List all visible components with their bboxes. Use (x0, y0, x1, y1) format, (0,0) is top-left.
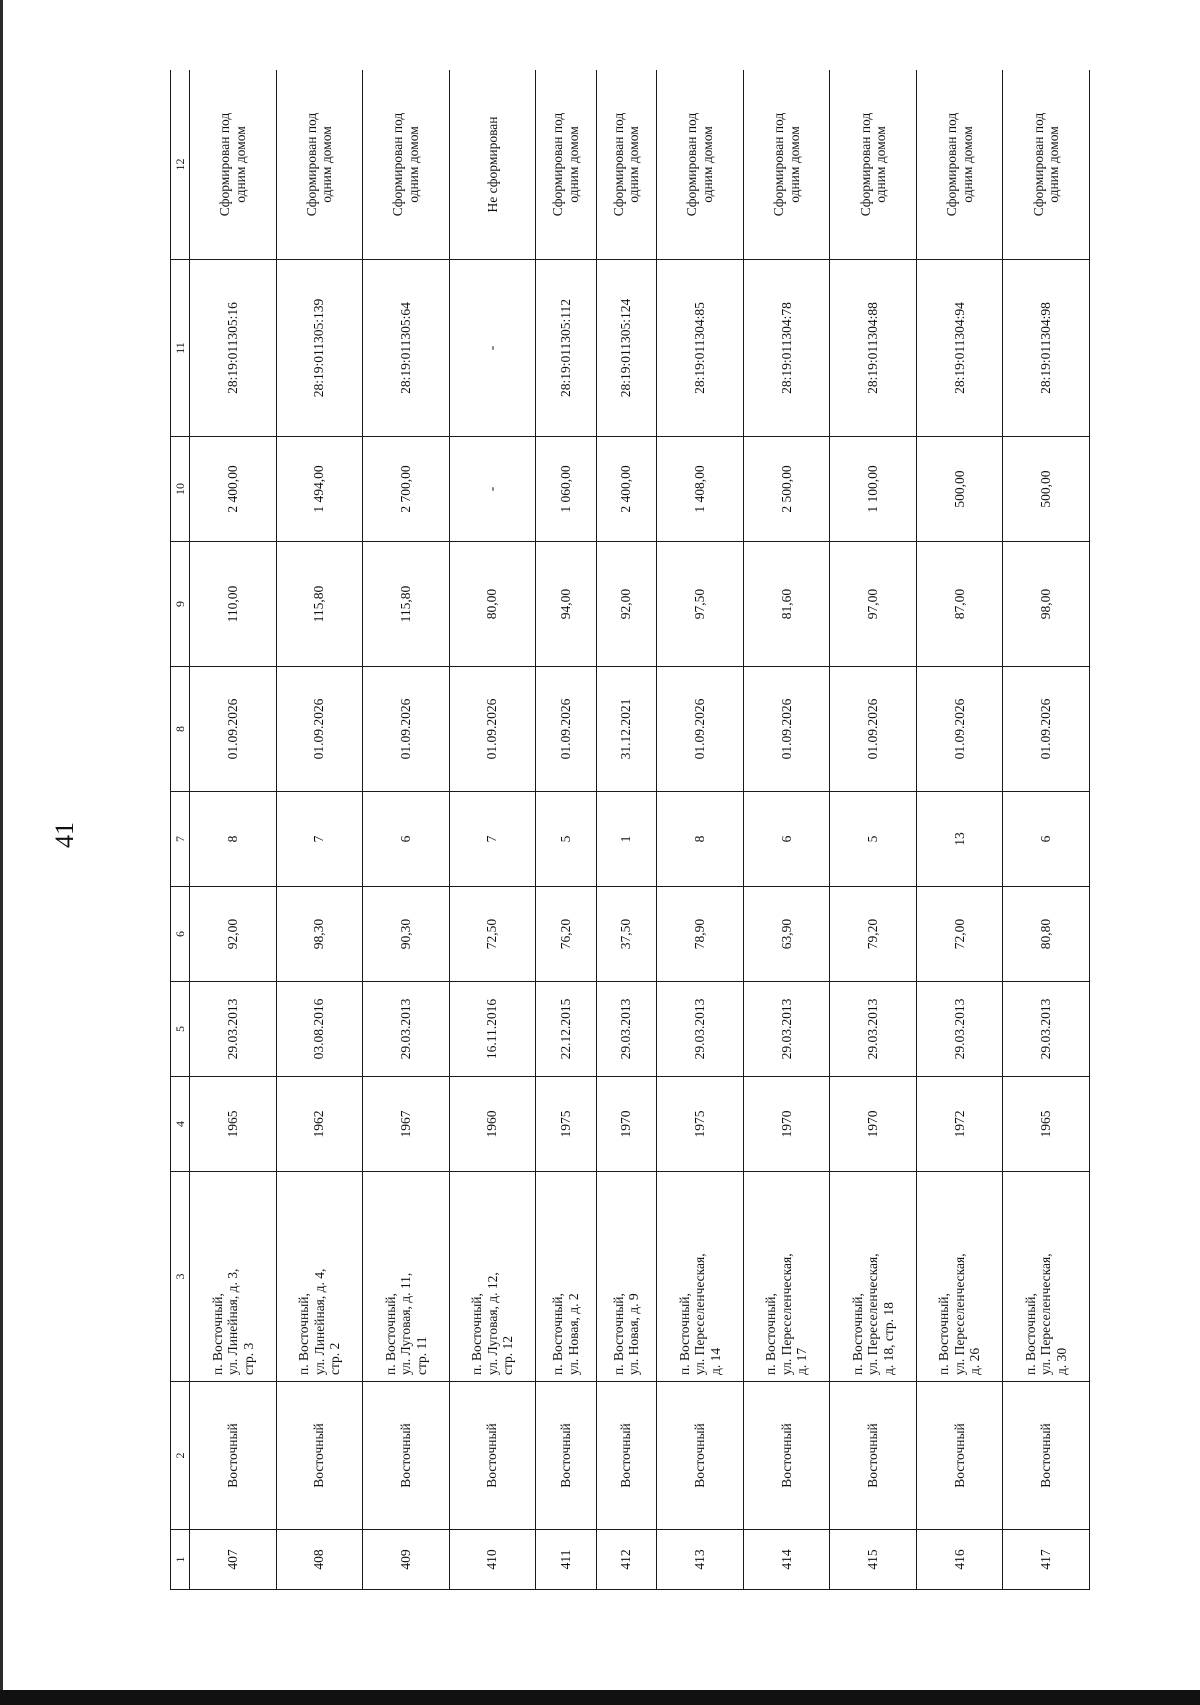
status-cell-line: Сформирован под (303, 112, 319, 217)
settlement-cell: Восточный (1003, 1382, 1090, 1530)
address-cell (916, 1172, 1003, 1382)
row-number-cell: 413 (657, 1530, 744, 1590)
count-cell: 8 (657, 792, 744, 887)
date-cell: 29.03.2013 (1003, 982, 1090, 1077)
row-number-cell: 408 (276, 1530, 363, 1590)
area-cell: 80,80 (1003, 887, 1090, 982)
cadastral-cell: 28:19:011305:112 (536, 260, 597, 437)
cadastral-cell: 28:19:011304:94 (916, 260, 1003, 437)
table-row (657, 70, 744, 1590)
count-cell: 7 (276, 792, 363, 887)
table-container (170, 70, 1090, 1590)
count-cell: 6 (363, 792, 450, 887)
address-cell-line: п. Восточный, (382, 1293, 398, 1375)
address-cell-line: ул. Луговая, д. 12, (484, 1272, 500, 1375)
deadline-cell: 01.09.2026 (916, 667, 1003, 792)
land-area-cell: 1 494,00 (276, 437, 363, 542)
address-cell (1003, 1172, 1090, 1382)
col-header: 6 (171, 887, 190, 982)
count-cell: 6 (1003, 792, 1090, 887)
table-row (596, 70, 657, 1590)
address-cell-line: стр. 3 (240, 1342, 256, 1375)
address-cell-line: д. 30 (1053, 1347, 1069, 1375)
area2-cell: 110,00 (190, 542, 277, 667)
cadastral-cell: 28:19:011305:139 (276, 260, 363, 437)
land-area-cell: 1 100,00 (830, 437, 917, 542)
col-header: 12 (171, 70, 190, 260)
address-cell-line: п. Восточный, (1022, 1293, 1038, 1375)
status-cell (657, 70, 744, 260)
year-cell: 1975 (536, 1077, 597, 1172)
row-number-cell: 407 (190, 1530, 277, 1590)
scan-edge-left (0, 0, 3, 1705)
address-cell-line: ул. Переселенческая, (778, 1253, 794, 1375)
date-cell: 29.03.2013 (190, 982, 277, 1077)
settlement-cell: Восточный (276, 1382, 363, 1530)
deadline-cell: 01.09.2026 (743, 667, 830, 792)
status-cell (449, 70, 536, 260)
area2-cell: 92,00 (596, 542, 657, 667)
settlement-cell: Восточный (190, 1382, 277, 1530)
address-cell (743, 1172, 830, 1382)
count-cell: 5 (536, 792, 597, 887)
status-cell (743, 70, 830, 260)
cadastral-cell: 28:19:011305:16 (190, 260, 277, 437)
row-number-cell: 409 (363, 1530, 450, 1590)
settlement-cell: Восточный (596, 1382, 657, 1530)
cadastral-cell: 28:19:011304:98 (1003, 260, 1090, 437)
status-cell-line: одним домом (565, 126, 581, 203)
status-cell-line: Сформирован под (610, 112, 626, 217)
count-cell: 8 (190, 792, 277, 887)
col-header: 2 (171, 1382, 190, 1530)
address-cell-line: стр. 12 (500, 1335, 516, 1375)
land-area-cell: 2 400,00 (596, 437, 657, 542)
area2-cell: 80,00 (449, 542, 536, 667)
address-cell-line: д. 14 (707, 1347, 723, 1375)
area-cell: 72,00 (916, 887, 1003, 982)
status-cell-line: одним домом (699, 126, 715, 203)
area2-cell: 97,00 (830, 542, 917, 667)
land-area-cell: 1 060,00 (536, 437, 597, 542)
page-number: 41 (50, 822, 79, 848)
address-cell-line: п. Восточный, (610, 1293, 626, 1375)
status-cell (596, 70, 657, 260)
date-cell: 29.03.2013 (363, 982, 450, 1077)
table-row (1003, 70, 1090, 1590)
address-cell (657, 1172, 744, 1382)
row-number-cell: 412 (596, 1530, 657, 1590)
area2-cell: 115,80 (363, 542, 450, 667)
address-cell-line: ул. Переселенческая, (865, 1253, 881, 1375)
address-cell-line: ул. Новая, д. 9 (626, 1293, 642, 1375)
year-cell: 1965 (1003, 1077, 1090, 1172)
year-cell: 1970 (596, 1077, 657, 1172)
year-cell: 1960 (449, 1077, 536, 1172)
settlement-cell: Восточный (916, 1382, 1003, 1530)
status-cell-line: Сформирован под (550, 112, 566, 217)
address-cell-line: д. 18, стр. 18 (880, 1302, 896, 1375)
col-header: 4 (171, 1077, 190, 1172)
cadastral-cell: 28:19:011305:64 (363, 260, 450, 437)
status-cell-line: одним домом (232, 126, 248, 203)
count-cell: 13 (916, 792, 1003, 887)
col-header: 7 (171, 792, 190, 887)
scan-edge-bottom (0, 1690, 1200, 1705)
table-row (363, 70, 450, 1590)
count-cell: 7 (449, 792, 536, 887)
land-area-cell: 1 408,00 (657, 437, 744, 542)
settlement-cell: Восточный (830, 1382, 917, 1530)
status-cell-line: Сформирован под (390, 112, 406, 217)
row-number-cell: 417 (1003, 1530, 1090, 1590)
table-row (190, 70, 277, 1590)
area2-cell: 98,00 (1003, 542, 1090, 667)
area2-cell: 97,50 (657, 542, 744, 667)
date-cell: 29.03.2013 (916, 982, 1003, 1077)
status-cell (830, 70, 917, 260)
land-area-cell: - (449, 437, 536, 542)
status-cell-line: одним домом (319, 126, 335, 203)
table-row (276, 70, 363, 1590)
cadastral-cell: 28:19:011304:88 (830, 260, 917, 437)
address-cell-line: ул. Новая, д. 2 (565, 1293, 581, 1375)
status-cell-line: одним домом (959, 126, 975, 203)
status-cell (1003, 70, 1090, 260)
address-cell (596, 1172, 657, 1382)
year-cell: 1970 (830, 1077, 917, 1172)
date-cell: 29.03.2013 (743, 982, 830, 1077)
address-cell (276, 1172, 363, 1382)
status-cell (536, 70, 597, 260)
address-cell (363, 1172, 450, 1382)
deadline-cell: 01.09.2026 (190, 667, 277, 792)
status-cell-line: Сформирован под (684, 112, 700, 217)
col-header: 1 (171, 1530, 190, 1590)
settlement-cell: Восточный (743, 1382, 830, 1530)
land-area-cell: 500,00 (916, 437, 1003, 542)
table-row (830, 70, 917, 1590)
status-cell-line: Сформирован под (217, 112, 233, 217)
date-cell: 16.11.2016 (449, 982, 536, 1077)
address-cell-line: стр. 11 (413, 1336, 429, 1375)
address-cell-line: п. Восточный, (676, 1293, 692, 1375)
table-body (190, 70, 1090, 1590)
row-number-cell: 411 (536, 1530, 597, 1590)
date-cell: 03.08.2016 (276, 982, 363, 1077)
address-cell (536, 1172, 597, 1382)
land-area-cell: 2 700,00 (363, 437, 450, 542)
address-cell (449, 1172, 536, 1382)
col-header: 10 (171, 437, 190, 542)
year-cell: 1967 (363, 1077, 450, 1172)
address-cell (830, 1172, 917, 1382)
col-header: 8 (171, 667, 190, 792)
area-cell: 37,50 (596, 887, 657, 982)
col-header: 9 (171, 542, 190, 667)
address-cell-line: п. Восточный, (469, 1293, 485, 1375)
year-cell: 1972 (916, 1077, 1003, 1172)
area2-cell: 94,00 (536, 542, 597, 667)
year-cell: 1965 (190, 1077, 277, 1172)
address-cell-line: п. Восточный, (550, 1293, 566, 1375)
count-cell: 1 (596, 792, 657, 887)
address-cell-line: п. Восточный, (296, 1293, 312, 1375)
date-cell: 29.03.2013 (596, 982, 657, 1077)
col-header: 3 (171, 1172, 190, 1382)
registry-table (170, 70, 1090, 1590)
deadline-cell: 01.09.2026 (657, 667, 744, 792)
area2-cell: 115,80 (276, 542, 363, 667)
status-cell-line: одним домом (626, 126, 642, 203)
deadline-cell: 01.09.2026 (363, 667, 450, 792)
status-cell (363, 70, 450, 260)
col-header: 11 (171, 260, 190, 437)
row-number-cell: 416 (916, 1530, 1003, 1590)
year-cell: 1970 (743, 1077, 830, 1172)
deadline-cell: 31.12.2021 (596, 667, 657, 792)
area-cell: 92,00 (190, 887, 277, 982)
status-cell-line: одним домом (1046, 126, 1062, 203)
address-cell-line: д. 26 (967, 1347, 983, 1375)
status-cell-line: Сформирован под (770, 112, 786, 217)
deadline-cell: 01.09.2026 (449, 667, 536, 792)
table-rotator (170, 70, 1090, 1590)
address-cell (190, 1172, 277, 1382)
settlement-cell: Восточный (657, 1382, 744, 1530)
col-header: 5 (171, 982, 190, 1077)
row-number-cell: 415 (830, 1530, 917, 1590)
address-cell-line: ул. Луговая, д. 11, (398, 1272, 414, 1375)
status-cell (916, 70, 1003, 260)
cadastral-cell: 28:19:011304:85 (657, 260, 744, 437)
cadastral-cell: 28:19:011304:78 (743, 260, 830, 437)
area-cell: 76,20 (536, 887, 597, 982)
address-cell-line: п. Восточный, (849, 1293, 865, 1375)
address-cell-line: ул. Переселенческая, (1038, 1253, 1054, 1375)
date-cell: 29.03.2013 (657, 982, 744, 1077)
address-cell-line: п. Восточный, (209, 1293, 225, 1375)
row-number-cell: 414 (743, 1530, 830, 1590)
deadline-cell: 01.09.2026 (830, 667, 917, 792)
address-cell-line: д. 17 (794, 1347, 810, 1375)
address-cell-line: п. Восточный, (936, 1293, 952, 1375)
area-cell: 98,30 (276, 887, 363, 982)
table-row (916, 70, 1003, 1590)
area-cell: 90,30 (363, 887, 450, 982)
header-row (171, 70, 190, 1590)
status-cell-line: Сформирован под (944, 112, 960, 217)
area-cell: 78,90 (657, 887, 744, 982)
cadastral-cell: 28:19:011305:124 (596, 260, 657, 437)
area-cell: 63,90 (743, 887, 830, 982)
status-cell-line: Не сформирован (484, 116, 500, 213)
year-cell: 1962 (276, 1077, 363, 1172)
address-cell-line: п. Восточный, (763, 1293, 779, 1375)
address-cell-line: ул. Линейная, д. 4, (311, 1268, 327, 1375)
cadastral-cell: - (449, 260, 536, 437)
table-row (536, 70, 597, 1590)
status-cell-line: Сформирован под (857, 112, 873, 217)
table-row (449, 70, 536, 1590)
area2-cell: 81,60 (743, 542, 830, 667)
status-cell (276, 70, 363, 260)
address-cell-line: стр. 2 (327, 1342, 343, 1375)
settlement-cell: Восточный (449, 1382, 536, 1530)
count-cell: 5 (830, 792, 917, 887)
address-cell-line: ул. Линейная, д. 3, (225, 1268, 241, 1375)
year-cell: 1975 (657, 1077, 744, 1172)
address-cell-line: ул. Переселенческая, (951, 1253, 967, 1375)
row-number-cell: 410 (449, 1530, 536, 1590)
status-cell (190, 70, 277, 260)
land-area-cell: 2 400,00 (190, 437, 277, 542)
settlement-cell: Восточный (363, 1382, 450, 1530)
status-cell-line: одним домом (405, 126, 421, 203)
land-area-cell: 500,00 (1003, 437, 1090, 542)
deadline-cell: 01.09.2026 (276, 667, 363, 792)
date-cell: 22.12.2015 (536, 982, 597, 1077)
settlement-cell: Восточный (536, 1382, 597, 1530)
table-row (743, 70, 830, 1590)
status-cell-line: Сформирован под (1030, 112, 1046, 217)
land-area-cell: 2 500,00 (743, 437, 830, 542)
area-cell: 72,50 (449, 887, 536, 982)
deadline-cell: 01.09.2026 (536, 667, 597, 792)
count-cell: 6 (743, 792, 830, 887)
status-cell-line: одним домом (873, 126, 889, 203)
date-cell: 29.03.2013 (830, 982, 917, 1077)
area-cell: 79,20 (830, 887, 917, 982)
address-cell-line: ул. Переселенческая, (692, 1253, 708, 1375)
deadline-cell: 01.09.2026 (1003, 667, 1090, 792)
status-cell-line: одним домом (786, 126, 802, 203)
area2-cell: 87,00 (916, 542, 1003, 667)
